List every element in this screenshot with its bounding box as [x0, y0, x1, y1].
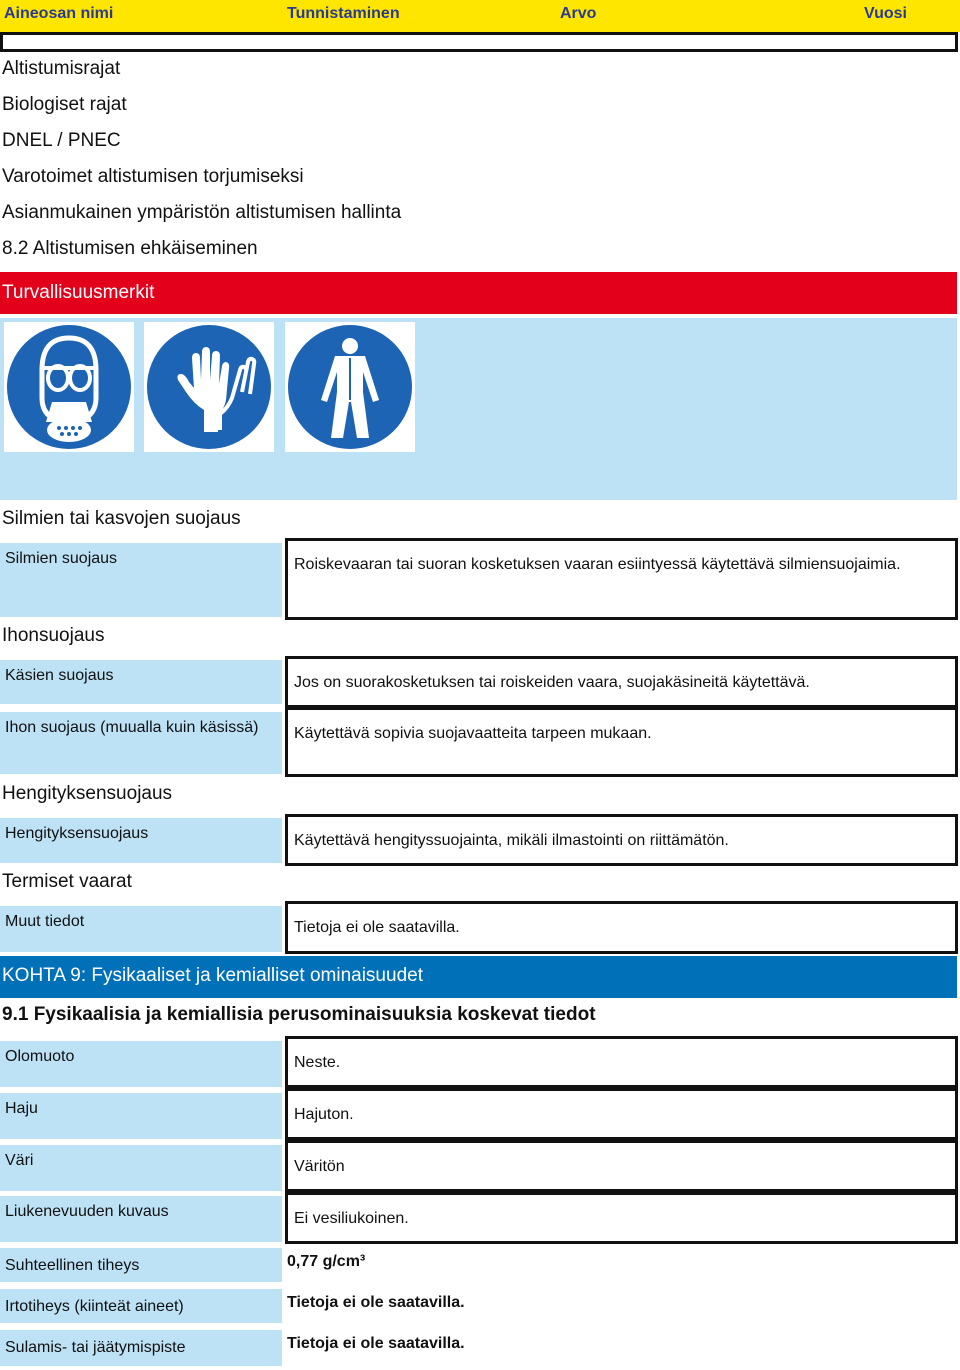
odor-value: Hajuton. [285, 1088, 958, 1140]
header-value: Arvo [560, 5, 597, 22]
header-year: Vuosi [864, 5, 907, 22]
color-label: Väri [0, 1145, 282, 1191]
respiratory-protection-label: Hengityksensuojaus [0, 818, 282, 863]
section-exposure-limits: Altistumisrajat [2, 58, 121, 79]
eye-protection-heading: Silmien tai kasvojen suojaus [2, 508, 241, 529]
section-environmental-control: Asianmukainen ympäristön altistumisen hallinta [2, 202, 402, 223]
respirator-icon [4, 322, 134, 452]
table-header-bar [0, 0, 960, 32]
respiratory-protection-value: Käytettävä hengityssuojainta, mikäli ilmastointi on riittämätön. [285, 814, 958, 866]
section-9-bar: KOHTA 9: Fysikaaliset ja kemialliset ominaisuudet [0, 956, 957, 998]
eye-protection-label: Silmien suojaus [0, 543, 282, 617]
relative-density-label: Suhteellinen tiheys [0, 1248, 282, 1282]
bulk-density-value: Tietoja ei ole saatavilla. [287, 1294, 465, 1311]
section-8-2-heading: 8.2 Altistumisen ehkäiseminen [2, 238, 258, 259]
melting-point-label: Sulamis- tai jäätymispiste [0, 1330, 282, 1366]
section-dnel-pnec: DNEL / PNEC [2, 130, 121, 151]
eye-protection-value: Roiskevaaran tai suoran kosketuksen vaaran esiintyessä käytettävä silmiensuojaimia. [285, 538, 958, 620]
body-protection-value: Käytettävä sopivia suojavaatteita tarpeen mukaan. [285, 707, 958, 777]
empty-table-row [0, 32, 958, 52]
other-info-value: Tietoja ei ole saatavilla. [285, 901, 958, 954]
header-component-name: Aineosan nimi [4, 5, 114, 22]
skin-protection-heading: Ihonsuojaus [2, 625, 105, 646]
section-9-1-heading: 9.1 Fysikaalisia ja kemiallisia perusominaisuuksia koskevat tiedot [2, 1004, 596, 1025]
melting-point-value: Tietoja ei ole saatavilla. [287, 1335, 465, 1352]
hand-protection-value: Jos on suorakosketuksen tai roiskeiden vaara, suojakäsineitä käytettävä. [285, 656, 958, 708]
section-exposure-precautions: Varotoimet altistumisen torjumiseksi [2, 166, 304, 187]
state-value: Neste. [285, 1036, 958, 1088]
solubility-value: Ei vesiliukoinen. [285, 1192, 958, 1244]
relative-density-value: 0,77 g/cm³ [287, 1253, 366, 1270]
thermal-hazards-heading: Termiset vaarat [2, 871, 132, 892]
body-protection-label: Ihon suojaus (muualla kuin käsissä) [0, 712, 282, 774]
header-identification: Tunnistaminen [287, 5, 400, 22]
section-biological-limits: Biologiset rajat [2, 94, 127, 115]
gloves-icon [144, 322, 274, 452]
respiratory-protection-heading: Hengityksensuojaus [2, 783, 173, 804]
other-info-label: Muut tiedot [0, 906, 282, 952]
color-value: Väritön [285, 1140, 958, 1192]
solubility-label: Liukenevuuden kuvaus [0, 1196, 282, 1242]
safety-signs-bar: Turvallisuusmerkit [0, 272, 957, 314]
odor-label: Haju [0, 1093, 282, 1139]
state-label: Olomuoto [0, 1041, 282, 1087]
hand-protection-label: Käsien suojaus [0, 660, 282, 704]
protective-suit-icon [285, 322, 415, 452]
bulk-density-label: Irtotiheys (kiinteät aineet) [0, 1289, 282, 1323]
